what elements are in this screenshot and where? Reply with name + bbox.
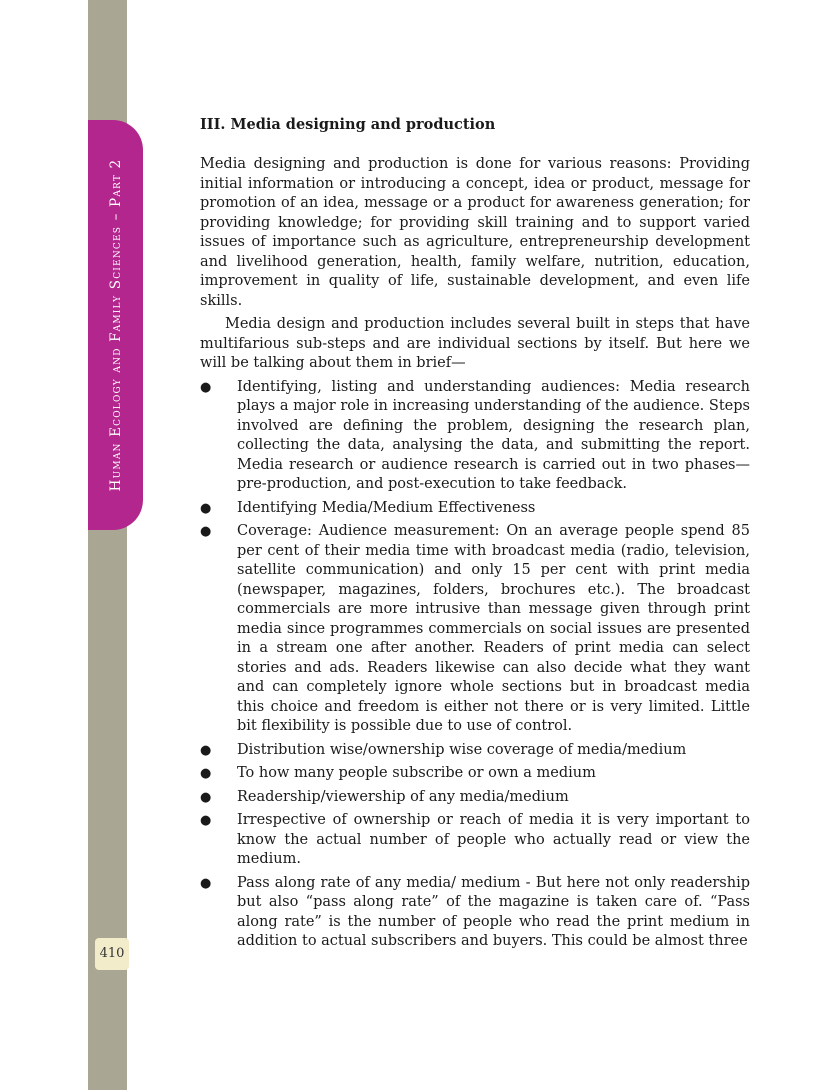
list-item-text: Identifying Media/Medium Effectiveness	[237, 499, 536, 516]
list-item	[200, 764, 750, 784]
body-paragraph-2: Media design and production includes several built in steps that have multifarious sub-steps and are individual sections by itself. But here we will be talking about them in brief—	[200, 316, 750, 371]
list-item	[200, 811, 750, 870]
running-head: Human Ecology and Family Sciences – Part 2	[108, 158, 124, 492]
bullet-list	[200, 378, 750, 952]
list-item	[200, 378, 750, 495]
list-item-text: Identifying, listing and understanding audiences: Media research plays a major role in increasing understanding of the audience. Steps involved are defining the problem, designing the research plan, collecting the data, analysing the data, and submitting the report. Media research or audience research is carried out in two phases—pre-production, and post-execution to take feedback.	[237, 378, 750, 492]
bullet-icon: ●	[200, 742, 212, 758]
list-item-text: Irrespective of ownership or reach of media it is very important to know the actual number of people who actually read or view the medium.	[237, 812, 750, 867]
bullet-icon: ●	[200, 813, 212, 828]
page-content	[200, 112, 750, 956]
bullet-icon: ●	[200, 500, 212, 516]
list-item-text: Readership/viewership of any media/medium	[237, 788, 569, 805]
body-paragraph-1: Media designing and production is done for various reasons: Providing initial information or introducing a concept, idea or product, message for promotion of an idea, message or a product for awareness generation; for providing knowledge; for providing skill training and to support varied issues of importance such as agriculture, entrepreneurship development and livelihood generation, health, family welfare, nutrition, education, improvement in quality of life, sustainable development, and even life skills.	[200, 156, 750, 309]
list-item-text: Pass along rate of any media/ medium - But here not only readership but also “pass along rate” of the magazine is taken care of. “Pass along rate” is the number of people who read the print medium in addition to actual subscribers and buyers. This could be almost three	[237, 874, 750, 949]
bullet-icon: ●	[200, 524, 212, 539]
bullet-icon: ●	[200, 766, 212, 781]
list-item	[200, 499, 750, 519]
list-item-text: To how many people subscribe or own a medium	[237, 765, 596, 781]
list-item	[200, 874, 750, 952]
section-heading: III. Media designing and production	[200, 116, 496, 133]
bullet-icon: ●	[200, 789, 212, 805]
list-item	[200, 788, 750, 808]
list-item	[200, 522, 750, 737]
list-item-text: Distribution wise/ownership wise coverage of media/medium	[237, 741, 687, 758]
page-number: 410	[95, 938, 129, 970]
bullet-icon: ●	[200, 875, 212, 891]
bullet-icon: ●	[200, 379, 212, 395]
list-item-text: Coverage: Audience measurement: On an average people spend 85 per cent of their media time with broadcast media (radio, television, satellite communication) and only 15 per cent with print media (newspaper, magazines, folders, brochures etc.). The broadcast commercials are more intrusive than message given through print media since programmes commercials on social issues are presented in a stream one after another. Readers of print media can select stories and ads. Readers likewise can also decide what they want and can completely ignore whole sections but in broadcast media this choice and freedom is either not there or is very limited. Little bit flexibility is possible due to use of control.	[237, 523, 750, 734]
list-item	[200, 741, 750, 761]
